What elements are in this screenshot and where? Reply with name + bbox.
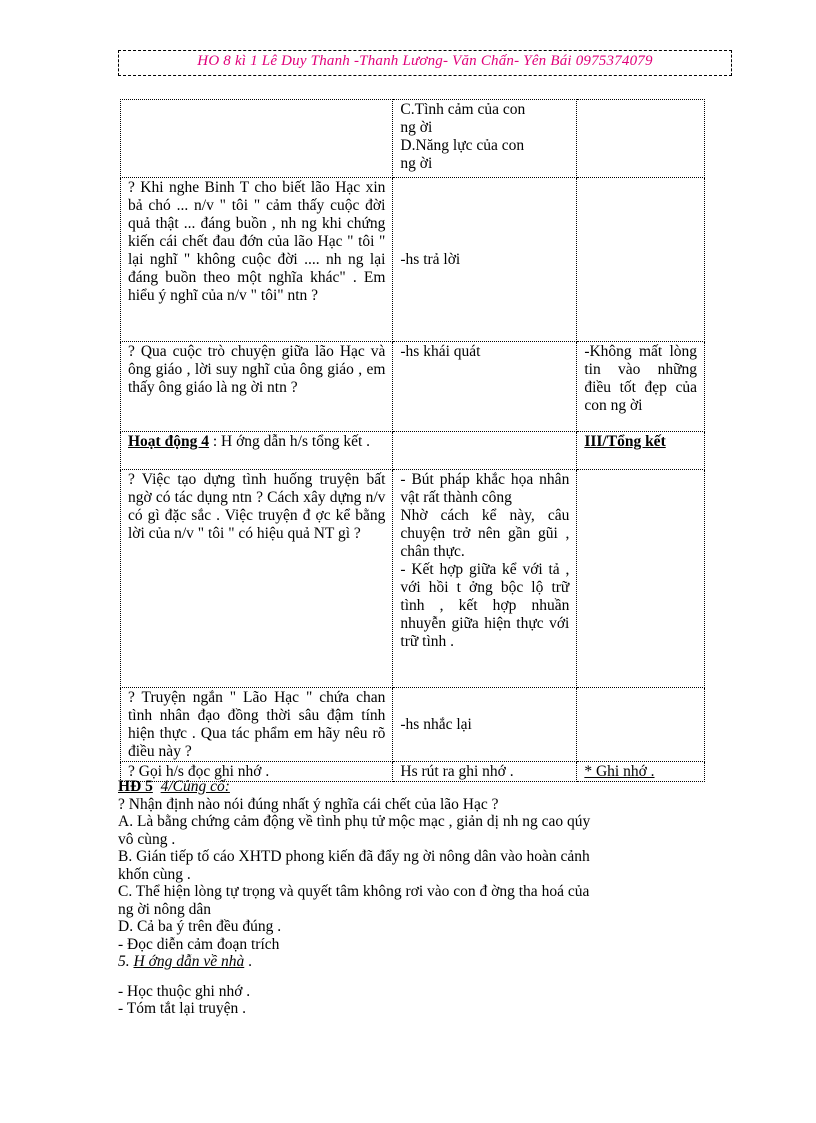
- table-row: [121, 688, 705, 762]
- table-row: [121, 470, 705, 688]
- homework-item: - Tóm tắt lại truyện .: [118, 1000, 246, 1017]
- header-text: HO 8 kì 1 Lê Duy Thanh -Thanh Lương- Văn Chấn- Yên Bái 0975374079: [197, 53, 653, 69]
- note-cell: -Không mất lòng tin vào những điều tốt đẹp của con ng ời: [577, 342, 705, 432]
- table-cell: [393, 432, 577, 470]
- option-b: B. Gián tiếp tố cáo XHTD phong kiến đã đẩy ng ời nông dân vào hoàn cảnh: [118, 848, 590, 865]
- ghi-nho-label: * Ghi nhớ .: [584, 763, 655, 780]
- option-d: D. Cả ba ý trên đều đúng .: [118, 918, 282, 935]
- activity-desc: : H ớng dẫn h/s tổng kết .: [208, 433, 371, 450]
- read-instruction: - Đọc diễn cảm đoạn trích: [118, 935, 280, 953]
- cungco-label: 4/Củng cố:: [160, 778, 230, 795]
- page-header: [118, 50, 732, 76]
- table-cell: [577, 470, 705, 688]
- option-c: C. Thể hiện lòng tự trọng và quyết tâm không rơi vào con đ ờng tha hoá của: [118, 883, 590, 900]
- option-c-cont: ng ời: [400, 119, 433, 136]
- question-cell: ? Truyện ngắn " Lão Hạc " chứa chan tình nhân đạo đồng thời sâu đậm tính hiện thực . Qua tác phẩm em hãy nêu rõ điều này ?: [121, 688, 393, 762]
- homework-title: H ớng dẫn về nhà: [133, 953, 245, 970]
- table-cell: [393, 100, 577, 178]
- answer-cell: Hs rút ra ghi nhớ .: [393, 762, 577, 782]
- table-cell: [577, 178, 705, 342]
- activity-title: Hoạt động 4: [128, 433, 209, 450]
- answer-cell: [393, 470, 577, 688]
- table-cell: [577, 688, 705, 762]
- homework-heading: [118, 953, 738, 971]
- answer-cell: -hs khái quát: [393, 342, 577, 432]
- table-row: [121, 100, 705, 178]
- question-cell: ? Việc tạo dựng tình huống truyện bất ngờ có tác dụng ntn ? Cách xây dựng n/v có gì đặc sắc . Việc truyện đ ợc kể bằng lời của n/v " tôi " có hiệu quả NT gì ?: [121, 470, 393, 688]
- lesson-table: [120, 99, 705, 782]
- answer-line: - Bút pháp khắc họa nhân vật rất thành công: [400, 471, 570, 506]
- question-cell: ? Qua cuộc trò chuyện giữa lão Hạc và ông giáo , lời suy nghĩ của ông giáo , em thấy ông giáo là ng ời ntn ?: [121, 342, 393, 432]
- consolidation-section: [118, 778, 738, 1018]
- table-row: [121, 432, 705, 470]
- option-a-cont: vô cùng .: [118, 830, 176, 848]
- option-b-cont: khốn cùng .: [118, 865, 191, 883]
- homework-number: 5.: [118, 953, 134, 970]
- answer-text: -hs trả lời: [400, 251, 461, 268]
- section-cell: [577, 432, 705, 470]
- option-d: D.Năng lực của con: [400, 137, 525, 154]
- table-row: [121, 342, 705, 432]
- homework-item: - Học thuộc ghi nhớ .: [118, 982, 251, 1000]
- option-a: A. Là bằng chứng cảm động về tình phụ tử mộc mạc , giản dị nh ng cao qúy: [118, 813, 591, 830]
- hd5-label: HĐ 5: [118, 778, 153, 795]
- homework-end: .: [244, 953, 252, 970]
- section-title: III/Tổng kết: [584, 433, 666, 450]
- table-row: [121, 178, 705, 342]
- answer-cell: [393, 178, 577, 342]
- activity-cell: [121, 432, 393, 470]
- hd5-line: [118, 778, 738, 796]
- option-c: C.Tình cảm của con: [400, 101, 526, 118]
- quiz-question: ? Nhận định nào nói đúng nhất ý nghĩa cái chết của lão Hạc ?: [118, 795, 499, 813]
- answer-line: - Kết hợp giữa kể với tả , với hồi t ởng bộc lộ trữ tình , kết hợp nhuần nhuyễn giữa hiện thực với trữ tình .: [400, 561, 570, 650]
- answer-cell: [393, 688, 577, 762]
- table-cell: [121, 100, 393, 178]
- question-cell: ? Khi nghe Binh T cho biết lão Hạc xin bả chó ... n/v " tôi " cảm thấy cuộc đời quả thật ... đáng buồn , nh ng khi chứng kiến cái chết đau đớn của lão Hạc " tôi " lại nghĩ " không cuộc đời .... nh ng lại đáng buồn theo một nghĩa khác" . Em hiểu ý nghĩ của n/v " tôi" ntn ?: [121, 178, 393, 342]
- answer-line: Nhờ cách kể này, câu chuyện trở nên gần gũi , chân thực.: [400, 507, 570, 560]
- table-cell: [577, 100, 705, 178]
- option-c-cont: ng ời nông dân: [118, 900, 212, 918]
- question-cell: ? Gọi h/s đọc ghi nhớ .: [121, 762, 393, 782]
- option-d-cont: ng ời: [400, 155, 433, 172]
- answer-text: -hs nhắc lại: [400, 716, 472, 733]
